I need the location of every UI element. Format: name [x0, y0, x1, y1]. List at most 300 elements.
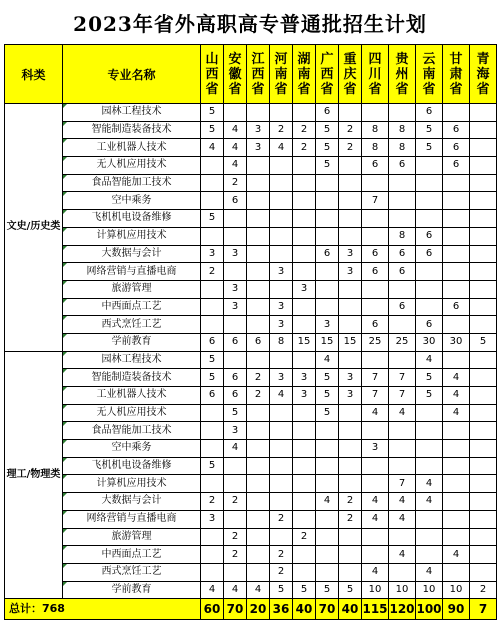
major-name-cell [63, 581, 201, 599]
quota-cell: 15 [316, 333, 339, 351]
quota-cell [293, 493, 316, 511]
header-province-char: 海 [476, 66, 490, 82]
quota-cell: 7 [362, 387, 389, 405]
quota-cell: 5 [201, 104, 224, 122]
major-name: 园林工程技术 [101, 353, 162, 365]
major-name-cell [63, 440, 201, 458]
quota-cell: 6 [201, 387, 224, 405]
quota-cell [443, 563, 470, 581]
quota-cell [362, 351, 389, 369]
quota-cell [224, 510, 247, 528]
quota-cell: 3 [270, 298, 293, 316]
quota-cell [247, 493, 270, 511]
table-row [5, 369, 497, 387]
quota-cell: 5 [316, 139, 339, 157]
quota-cell: 4 [443, 404, 470, 422]
quota-cell [316, 192, 339, 210]
header-province-char: 省 [395, 81, 409, 97]
quota-cell: 7 [362, 369, 389, 387]
quota-cell: 3 [201, 245, 224, 263]
table-row [5, 333, 497, 351]
major-name-cell [63, 245, 201, 263]
quota-cell: 4 [316, 351, 339, 369]
quota-cell: 15 [293, 333, 316, 351]
quota-cell: 5 [201, 210, 224, 228]
quota-cell [339, 528, 362, 546]
major-name: 无人机应用技术 [96, 407, 167, 419]
quota-cell [270, 493, 293, 511]
quota-cell [470, 104, 497, 122]
quota-cell [443, 351, 470, 369]
quota-cell: 3 [247, 121, 270, 139]
quota-cell [339, 174, 362, 192]
header-province-char: 省 [343, 81, 357, 97]
table-row [5, 404, 497, 422]
major-name: 中西面点工艺 [101, 300, 162, 312]
quota-cell: 5 [201, 351, 224, 369]
quota-cell: 4 [443, 546, 470, 564]
header-province-char: 庆 [343, 66, 357, 82]
major-name: 西式烹饪工艺 [101, 566, 162, 578]
category-cell: 文史/历史类 [5, 104, 63, 352]
total-cell: 100 [416, 599, 443, 620]
category-cell: 理工/物理类 [5, 351, 63, 599]
quota-cell [247, 546, 270, 564]
quota-cell: 3 [247, 139, 270, 157]
quota-cell: 5 [316, 157, 339, 175]
major-name-cell [63, 263, 201, 281]
quota-cell [316, 422, 339, 440]
quota-cell [224, 227, 247, 245]
quota-cell: 2 [339, 510, 362, 528]
quota-cell [443, 457, 470, 475]
quota-cell: 3 [201, 510, 224, 528]
quota-cell [443, 245, 470, 263]
header-province-char: 广 [320, 51, 334, 67]
quota-cell [293, 157, 316, 175]
quota-cell: 4 [224, 440, 247, 458]
quota-cell [470, 475, 497, 493]
header-province-char: 南 [297, 66, 311, 82]
major-name-cell [63, 121, 201, 139]
quota-cell: 5 [316, 581, 339, 599]
total-cell: 40 [293, 599, 316, 620]
header-province-char: 西 [251, 66, 265, 82]
major-name-cell [63, 210, 201, 228]
quota-cell [389, 351, 416, 369]
major-name: 智能制造装备技术 [91, 124, 172, 136]
quota-cell [247, 104, 270, 122]
quota-cell [362, 298, 389, 316]
quota-cell [201, 174, 224, 192]
quota-cell [339, 316, 362, 334]
quota-cell: 5 [201, 457, 224, 475]
quota-cell: 2 [293, 528, 316, 546]
quota-cell [201, 440, 224, 458]
quota-cell [247, 245, 270, 263]
quota-cell [362, 104, 389, 122]
quota-cell [416, 157, 443, 175]
quota-cell: 3 [270, 369, 293, 387]
quota-cell: 5 [293, 581, 316, 599]
quota-cell: 5 [416, 387, 443, 405]
quota-cell [470, 227, 497, 245]
quota-cell [270, 157, 293, 175]
header-province-char: 省 [320, 81, 334, 97]
quota-cell: 10 [389, 581, 416, 599]
table-row [5, 351, 497, 369]
quota-cell [470, 210, 497, 228]
major-name: 园林工程技术 [101, 106, 162, 118]
quota-cell: 2 [339, 121, 362, 139]
quota-cell: 6 [443, 121, 470, 139]
quota-cell: 4 [443, 387, 470, 405]
quota-cell: 4 [270, 139, 293, 157]
quota-cell: 5 [339, 581, 362, 599]
quota-cell: 4 [389, 546, 416, 564]
quota-cell: 6 [443, 139, 470, 157]
header-province-char: 省 [368, 81, 382, 97]
table-row [5, 387, 497, 405]
major-name: 大数据与会计 [101, 247, 162, 259]
quota-cell [247, 280, 270, 298]
header-province-char: 江 [251, 51, 265, 67]
quota-cell [270, 528, 293, 546]
quota-cell: 3 [339, 263, 362, 281]
quota-cell [316, 563, 339, 581]
quota-cell: 3 [339, 387, 362, 405]
quota-cell: 4 [443, 369, 470, 387]
quota-cell [339, 192, 362, 210]
quota-cell: 7 [362, 192, 389, 210]
quota-cell [389, 422, 416, 440]
header-province-char: 省 [228, 81, 242, 97]
quota-cell: 3 [339, 245, 362, 263]
table-row [5, 422, 497, 440]
quota-cell: 6 [316, 245, 339, 263]
quota-cell [247, 298, 270, 316]
quota-cell: 5 [416, 369, 443, 387]
quota-cell: 4 [362, 563, 389, 581]
quota-cell [362, 227, 389, 245]
header-province-char: 省 [449, 81, 463, 97]
quota-cell [416, 510, 443, 528]
quota-cell: 6 [389, 157, 416, 175]
quota-cell [362, 210, 389, 228]
quota-cell [316, 174, 339, 192]
quota-cell [201, 422, 224, 440]
quota-cell [362, 528, 389, 546]
quota-cell: 3 [224, 298, 247, 316]
quota-cell [293, 422, 316, 440]
quota-cell [443, 280, 470, 298]
header-province-char: 青 [476, 51, 490, 67]
quota-cell [247, 192, 270, 210]
quota-cell [270, 174, 293, 192]
quota-cell [224, 104, 247, 122]
header-province [316, 45, 339, 104]
major-name-cell [63, 404, 201, 422]
table-row [5, 581, 497, 599]
quota-cell [389, 528, 416, 546]
table-row [5, 457, 497, 475]
quota-cell: 2 [247, 387, 270, 405]
major-name: 空中乘务 [111, 194, 152, 206]
quota-cell: 4 [270, 387, 293, 405]
quota-cell: 4 [362, 510, 389, 528]
quota-cell: 5 [416, 121, 443, 139]
quota-cell [416, 440, 443, 458]
major-name: 学前教育 [111, 583, 152, 595]
total-label: 总计：768 [5, 599, 201, 620]
quota-cell [316, 227, 339, 245]
quota-cell [201, 192, 224, 210]
quota-cell [293, 210, 316, 228]
major-name: 网络营销与直播电商 [86, 513, 177, 525]
quota-cell [316, 457, 339, 475]
quota-cell [316, 475, 339, 493]
quota-cell: 4 [224, 157, 247, 175]
header-province [201, 45, 224, 104]
quota-cell [201, 563, 224, 581]
major-name-cell [63, 298, 201, 316]
quota-cell [270, 104, 293, 122]
quota-cell [316, 546, 339, 564]
quota-cell [201, 157, 224, 175]
quota-cell [389, 174, 416, 192]
header-province-char: 重 [343, 51, 357, 67]
quota-cell [389, 457, 416, 475]
quota-cell [470, 404, 497, 422]
quota-cell [293, 510, 316, 528]
quota-cell [201, 298, 224, 316]
header-province-char: 南 [422, 66, 436, 82]
table-row [5, 563, 497, 581]
header-major: 专业名称 [63, 45, 201, 104]
quota-cell: 3 [224, 422, 247, 440]
quota-cell: 8 [389, 139, 416, 157]
quota-cell: 4 [416, 351, 443, 369]
major-name-cell [63, 157, 201, 175]
quota-cell: 3 [224, 245, 247, 263]
quota-cell: 5 [224, 404, 247, 422]
quota-cell: 8 [270, 333, 293, 351]
quota-cell: 4 [224, 581, 247, 599]
major-name: 旅游管理 [111, 530, 152, 542]
quota-cell [389, 210, 416, 228]
header-province [470, 45, 497, 104]
header-province-char: 徽 [228, 66, 242, 82]
quota-cell: 4 [316, 493, 339, 511]
quota-cell [443, 510, 470, 528]
header-province [416, 45, 443, 104]
quota-cell [224, 210, 247, 228]
quota-cell: 5 [201, 121, 224, 139]
header-province [270, 45, 293, 104]
total-cell: 120 [389, 599, 416, 620]
quota-cell [416, 298, 443, 316]
quota-cell [362, 422, 389, 440]
quota-cell [470, 440, 497, 458]
major-name: 食品智能加工技术 [91, 424, 172, 436]
quota-cell [247, 563, 270, 581]
header-province [224, 45, 247, 104]
quota-cell [362, 546, 389, 564]
major-name-cell [63, 510, 201, 528]
quota-cell: 8 [389, 227, 416, 245]
quota-cell [247, 404, 270, 422]
quota-cell [339, 457, 362, 475]
quota-cell [389, 316, 416, 334]
quota-cell [247, 316, 270, 334]
quota-cell: 2 [224, 174, 247, 192]
quota-cell [247, 263, 270, 281]
quota-cell [339, 351, 362, 369]
quota-cell [339, 298, 362, 316]
table-row [5, 528, 497, 546]
quota-cell: 6 [316, 104, 339, 122]
quota-cell: 6 [247, 333, 270, 351]
quota-cell: 6 [224, 192, 247, 210]
quota-cell: 4 [201, 139, 224, 157]
quota-cell: 5 [316, 369, 339, 387]
quota-cell [470, 493, 497, 511]
quota-cell [470, 369, 497, 387]
major-name: 学前教育 [111, 336, 152, 348]
table-row [5, 139, 497, 157]
quota-cell [443, 104, 470, 122]
quota-cell: 25 [389, 333, 416, 351]
total-cell: 115 [362, 599, 389, 620]
quota-cell [470, 528, 497, 546]
total-cell: 20 [247, 599, 270, 620]
quota-cell [470, 351, 497, 369]
quota-cell: 6 [416, 316, 443, 334]
quota-cell [293, 475, 316, 493]
quota-cell: 6 [416, 227, 443, 245]
header-province-char: 贵 [395, 51, 409, 67]
quota-cell: 6 [416, 245, 443, 263]
quota-cell: 8 [362, 139, 389, 157]
quota-cell [270, 280, 293, 298]
quota-cell [270, 475, 293, 493]
quota-cell [416, 404, 443, 422]
quota-cell: 6 [224, 369, 247, 387]
major-name: 大数据与会计 [101, 495, 162, 507]
quota-cell [201, 546, 224, 564]
quota-cell: 2 [270, 121, 293, 139]
quota-cell [443, 528, 470, 546]
table-row [5, 227, 497, 245]
header-province [362, 45, 389, 104]
total-cell: 70 [316, 599, 339, 620]
quota-cell [362, 457, 389, 475]
quota-cell [362, 174, 389, 192]
major-name: 工业机器人技术 [96, 141, 167, 153]
enrollment-plan-table [4, 44, 497, 620]
quota-cell [247, 157, 270, 175]
quota-cell: 3 [316, 316, 339, 334]
table-row [5, 280, 497, 298]
major-name-cell [63, 174, 201, 192]
quota-cell [470, 563, 497, 581]
major-name-cell [63, 333, 201, 351]
quota-cell: 10 [416, 581, 443, 599]
quota-cell: 3 [362, 440, 389, 458]
header-category: 科类 [5, 45, 63, 104]
quota-cell: 2 [339, 139, 362, 157]
quota-cell [270, 404, 293, 422]
header-province-char: 川 [368, 66, 382, 82]
quota-cell: 2 [224, 546, 247, 564]
major-name-cell [63, 227, 201, 245]
quota-cell: 6 [224, 387, 247, 405]
major-name-cell [63, 528, 201, 546]
major-name-cell [63, 104, 201, 122]
quota-cell [270, 245, 293, 263]
quota-cell: 4 [416, 563, 443, 581]
quota-cell [293, 351, 316, 369]
quota-cell [316, 528, 339, 546]
major-name: 工业机器人技术 [96, 389, 167, 401]
quota-cell: 3 [293, 387, 316, 405]
quota-cell [443, 263, 470, 281]
quota-cell [470, 457, 497, 475]
quota-cell [339, 546, 362, 564]
quota-cell: 2 [293, 121, 316, 139]
major-name: 计算机应用技术 [96, 477, 167, 489]
quota-cell [224, 263, 247, 281]
quota-cell [339, 440, 362, 458]
quota-cell: 30 [443, 333, 470, 351]
quota-cell [339, 404, 362, 422]
quota-cell [339, 475, 362, 493]
header-province-char: 省 [297, 81, 311, 97]
table-row [5, 263, 497, 281]
quota-cell [389, 280, 416, 298]
table-body [5, 104, 497, 620]
quota-cell [389, 440, 416, 458]
table-row [5, 440, 497, 458]
header-province-char: 省 [205, 81, 219, 97]
quota-cell [443, 440, 470, 458]
quota-cell [470, 280, 497, 298]
quota-cell: 4 [389, 404, 416, 422]
major-name-cell [63, 422, 201, 440]
quota-cell: 10 [362, 581, 389, 599]
total-cell: 60 [201, 599, 224, 620]
quota-cell: 8 [389, 121, 416, 139]
quota-cell: 6 [362, 316, 389, 334]
quota-cell [389, 104, 416, 122]
quota-cell: 5 [470, 333, 497, 351]
quota-cell [339, 422, 362, 440]
table-row [5, 316, 497, 334]
quota-cell: 3 [293, 280, 316, 298]
quota-cell: 4 [201, 581, 224, 599]
quota-cell: 6 [416, 104, 443, 122]
header-province-char: 山 [205, 51, 219, 67]
quota-cell: 4 [416, 493, 443, 511]
header-province [443, 45, 470, 104]
quota-cell: 6 [224, 333, 247, 351]
header-province-char: 省 [476, 81, 490, 97]
table-row [5, 104, 497, 122]
quota-cell [443, 174, 470, 192]
quota-cell: 8 [362, 121, 389, 139]
quota-cell [293, 563, 316, 581]
header-province-char: 四 [368, 51, 382, 67]
